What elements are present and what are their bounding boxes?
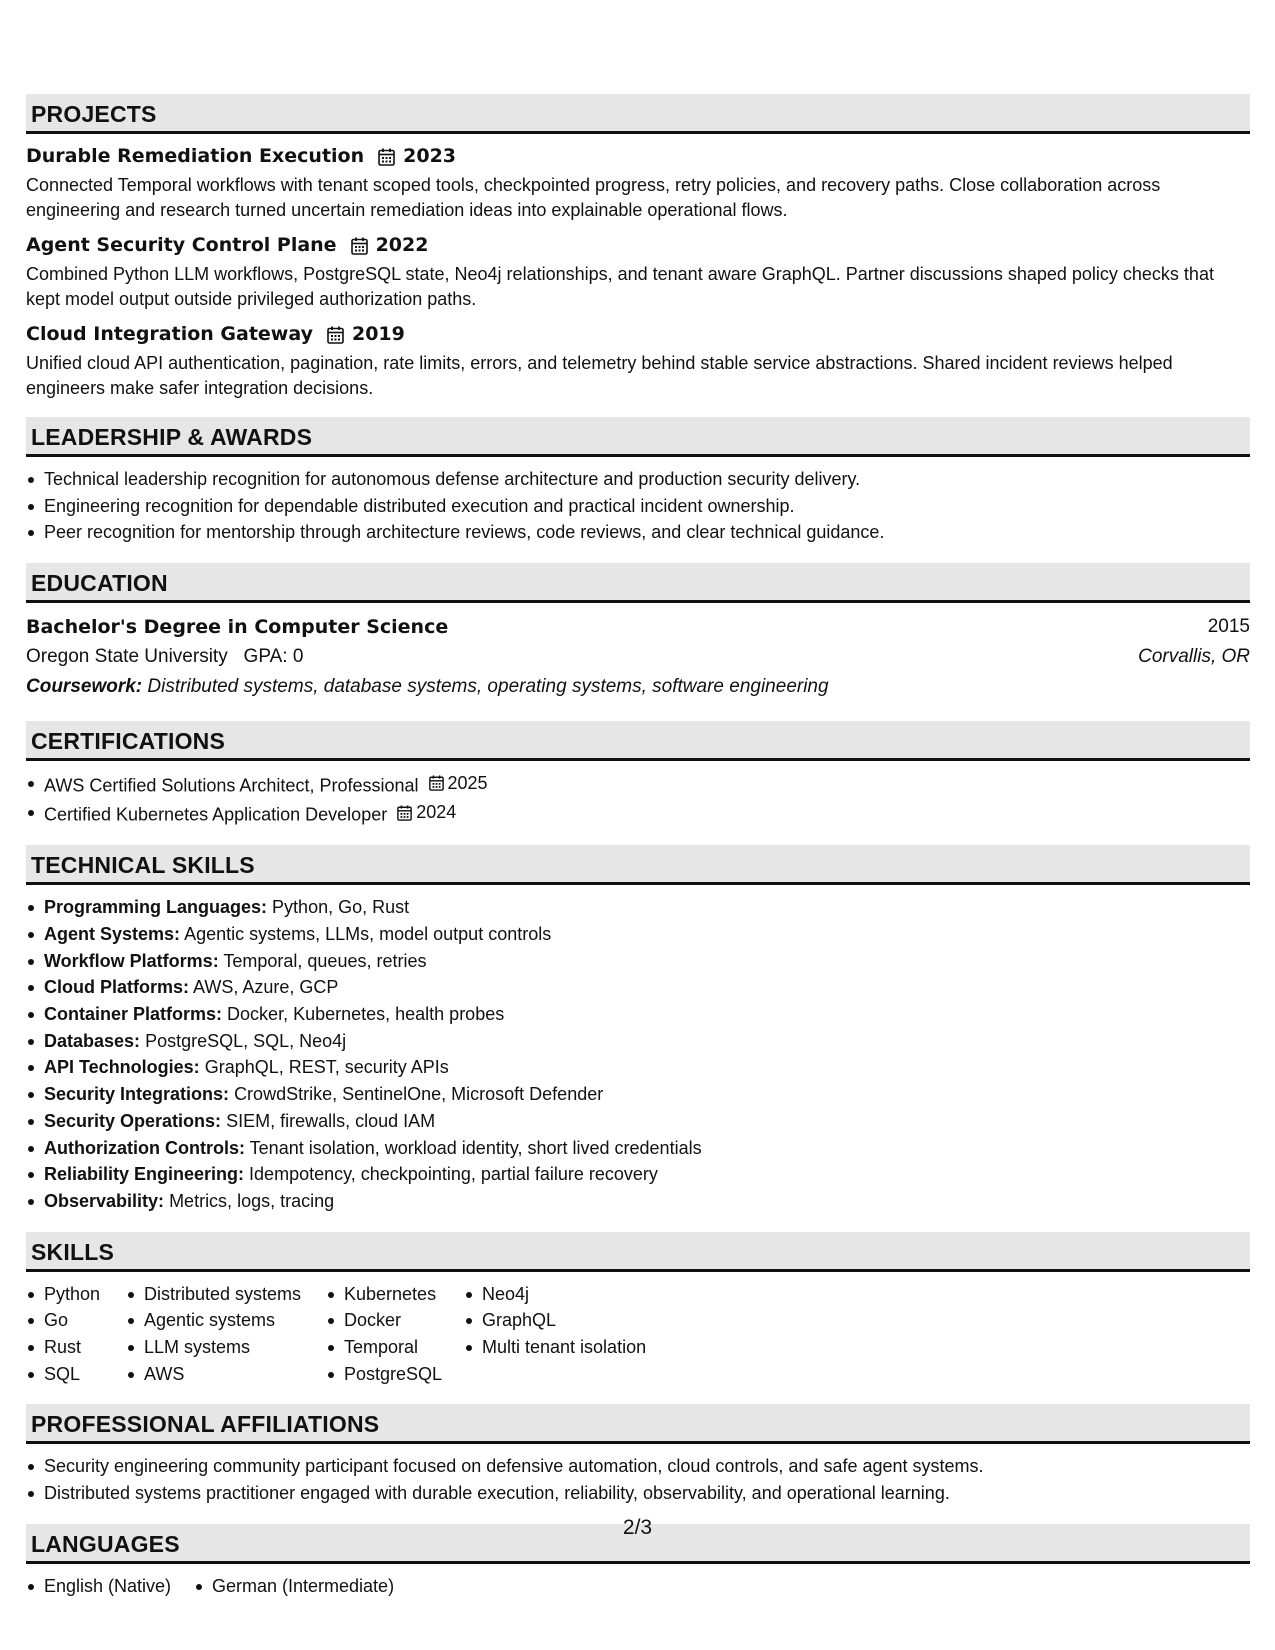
list-item: Agentic systems [126,1307,326,1334]
certification-name: Certified Kubernetes Application Developer [44,804,388,825]
list-item: Rust [26,1334,126,1361]
certification-year: 2025 [447,773,488,794]
skill-row [26,1054,1250,1081]
list-item: Security engineering community participant focused on defensive automation, cloud controls, and safe agent systems. [26,1453,1250,1480]
project-year: 2023 [403,145,457,167]
projects-heading: PROJECTS [26,94,1250,134]
list-item: LLM systems [126,1334,326,1361]
skill-row [26,948,1250,975]
list-item: English (Native) [26,1573,194,1600]
resume-page [26,94,1250,1617]
projects-section [26,94,1250,400]
list-item: Python [26,1281,126,1308]
skill-row [26,894,1250,921]
skill-label: Workflow Platforms: [44,950,219,971]
skills-column [26,1281,126,1388]
calendar-icon [397,805,412,821]
education-section [26,563,1250,704]
coursework: Distributed systems, database systems, operating systems, software engineering [147,676,829,698]
project-year: 2019 [351,323,405,345]
skill-row [26,974,1250,1001]
certifications-heading: CERTIFICATIONS [26,721,1250,761]
skills-columns [26,1281,1250,1388]
certification-item [26,799,1250,828]
skill-row [26,1028,1250,1055]
leadership-list [26,466,1250,546]
project-year: 2022 [375,234,429,256]
skills-column [464,1281,684,1388]
project-description: Unified cloud API authentication, pagination, rate limits, errors, and telemetry behind stable service abstractions. Shared incident reviews helped engineers make safer integration decisions. [26,353,1173,398]
list-item: Docker [326,1307,464,1334]
skill-value: Agentic systems, LLMs, model output controls [184,923,552,944]
list-item: GraphQL [464,1307,684,1334]
calendar-icon [351,237,368,255]
project-item [26,321,1250,400]
technical-skills-list [26,894,1250,1214]
leadership-heading: LEADERSHIP & AWARDS [26,417,1250,457]
list-item: Engineering recognition for dependable distributed execution and practical incident ownership. [26,493,1250,520]
skill-row [26,1081,1250,1108]
list-item: Distributed systems practitioner engaged with durable execution, reliability, observability, and operational learning. [26,1480,1250,1507]
school-location: Corvallis, OR [1138,646,1250,668]
project-description: Combined Python LLM workflows, PostgreSQL state, Neo4j relationships, and tenant aware GraphQL. Partner discussions shaped policy checks that kept model output outside privileged authorization paths. [26,264,1214,309]
affiliations-list [26,1453,1250,1506]
affiliations-section [26,1404,1250,1506]
certification-item [26,770,1250,799]
skill-value: Docker, Kubernetes, health probes [227,1004,505,1025]
skill-value: Temporal, queues, retries [223,950,427,971]
skill-value: PostgreSQL, SQL, Neo4j [145,1030,347,1051]
skill-label: Cloud Platforms: [44,977,190,998]
certifications-section [26,721,1250,828]
skill-row [26,1161,1250,1188]
technical-skills-heading: TECHNICAL SKILLS [26,845,1250,885]
list-item: PostgreSQL [326,1361,464,1388]
skill-value: Idempotency, checkpointing, partial failure recovery [249,1164,658,1185]
list-item: German (Intermediate) [194,1573,394,1600]
list-item: Kubernetes [326,1281,464,1308]
skill-label: Container Platforms: [44,1004,223,1025]
skills-column [126,1281,326,1388]
certification-name: AWS Certified Solutions Architect, Professional [44,775,419,796]
project-title: Durable Remediation Execution [26,145,365,167]
skill-row [26,921,1250,948]
skill-row [26,1135,1250,1162]
calendar-icon [378,148,395,166]
project-item [26,143,1250,222]
skill-value: Metrics, logs, tracing [169,1190,335,1211]
project-item [26,232,1250,311]
skill-value: Python, Go, Rust [272,897,410,918]
languages-heading: LANGUAGES [26,1524,1250,1564]
list-item: Distributed systems [126,1281,326,1308]
skills-heading: SKILLS [26,1232,1250,1272]
calendar-icon [429,775,444,791]
calendar-icon [327,326,344,344]
languages-list [26,1573,1250,1600]
education-heading: EDUCATION [26,563,1250,603]
project-description: Connected Temporal workflows with tenant scoped tools, checkpointed progress, retry policies, and recovery paths. Close collaboration across engineering and research turned uncertain remediation ideas into explainable operational flows. [26,175,1161,220]
coursework-label: Coursework: [26,676,143,698]
degree: Bachelor's Degree in Computer Science [26,616,449,639]
skill-label: Security Integrations: [44,1084,230,1105]
list-item: Temporal [326,1334,464,1361]
skill-label: Authorization Controls: [44,1137,245,1158]
skill-label: Programming Languages: [44,897,268,918]
graduation-year: 2015 [1207,616,1250,638]
skills-column [326,1281,464,1388]
skill-value: GraphQL, REST, security APIs [204,1057,449,1078]
certifications-list [26,770,1250,828]
skill-label: Observability: [44,1190,165,1211]
project-title: Cloud Integration Gateway [26,323,313,345]
skill-label: API Technologies: [44,1057,200,1078]
skill-label: Databases: [44,1030,141,1051]
skill-row [26,1108,1250,1135]
skill-value: CrowdStrike, SentinelOne, Microsoft Defender [234,1084,604,1105]
skill-value: SIEM, firewalls, cloud IAM [226,1110,436,1131]
technical-skills-section [26,845,1250,1214]
certification-year: 2024 [416,802,457,823]
skills-section [26,1232,1250,1388]
list-item: Go [26,1307,126,1334]
skill-value: AWS, Azure, GCP [193,977,339,998]
project-title: Agent Security Control Plane [26,234,337,256]
gpa: GPA: 0 [243,646,304,668]
leadership-section [26,417,1250,546]
list-item: Peer recognition for mentorship through architecture reviews, code reviews, and clear technical guidance. [26,519,1250,546]
school-name: Oregon State University [26,646,228,668]
list-item: Multi tenant isolation [464,1334,684,1361]
list-item: SQL [26,1361,126,1388]
list-item: Technical leadership recognition for autonomous defense architecture and production security delivery. [26,466,1250,493]
skill-row [26,1188,1250,1215]
page-number: 2/3 [622,1516,653,1539]
skill-label: Security Operations: [44,1110,222,1131]
skill-label: Reliability Engineering: [44,1164,245,1185]
skill-row [26,1001,1250,1028]
list-item: AWS [126,1361,326,1388]
skill-value: Tenant isolation, workload identity, short lived credentials [249,1137,702,1158]
affiliations-heading: PROFESSIONAL AFFILIATIONS [26,1404,1250,1444]
list-item: Neo4j [464,1281,684,1308]
skill-label: Agent Systems: [44,923,181,944]
